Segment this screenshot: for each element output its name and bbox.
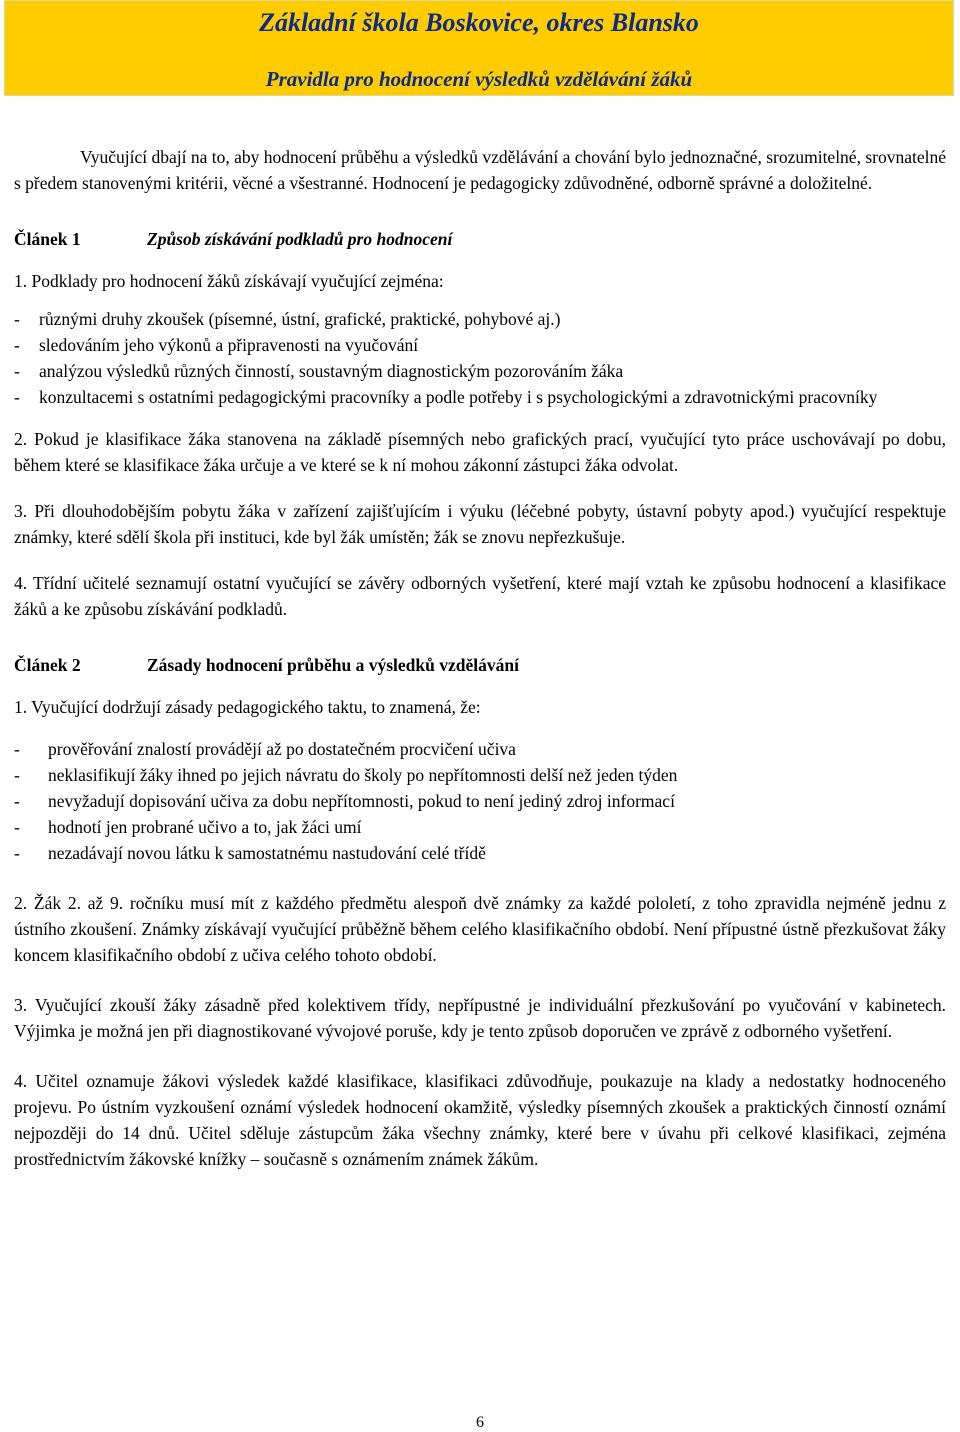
- article-2-bullet-list: [14, 736, 946, 866]
- article-1-heading: [14, 226, 946, 252]
- school-name: Základní škola Boskovice, okres Blansko: [259, 8, 699, 37]
- article-1-paragraph-4: 4. Třídní učitelé seznamují ostatní vyučující se závěry odborných vyšetření, které mají vztah ke způsobu hodnocení a klasifikace žáků a ke způsobu získávání podkladů.: [14, 573, 946, 619]
- document-body: [14, 144, 946, 1172]
- page-number: 6: [476, 1414, 484, 1431]
- list-item: - různými druhy zkoušek (písemné, ústní, grafické, praktické, pohybové aj.): [14, 309, 561, 329]
- article-2-paragraph-1: 1. Vyučující dodržují zásady pedagogického taktu, to znamená, že:: [14, 697, 481, 717]
- article-2-paragraph-4: 4. Učitel oznamuje žákovi výsledek každé klasifikace, klasifikaci zdůvodňuje, poukazuje na klady a nedostatky hodnoceného projevu. Po ústním vyzkoušení oznámí výsledek hodnocení okamžitě, výsledky písemných zkoušek a praktických činností oznámí nejpozději do 14 dnů. Učitel sděluje zástupcům žáka všechny známky, které bere v úvahu při celkové klasifikaci, zejména prostřednictvím žákovské knížky – současně s oznámením známek žákům.: [14, 1071, 946, 1169]
- article-1-paragraph-2: 2. Pokud je klasifikace žáka stanovena na základě písemných nebo grafických prací, vyučující tyto práce uschovávají po dobu, během které se klasifikace žáka určuje a ve které se k ní mohou zákonní zástupci žáka odvolat.: [14, 429, 946, 475]
- intro-paragraph: Vyučující dbají na to, aby hodnocení průběhu a výsledků vzdělávání a chování bylo jednoznačné, srozumitelné, srovnatelné s předem stanovenými kritérii, věcné a všestranné. Hodnocení je pedagogicky zdůvodněné, odborně správné a doložitelné.: [14, 147, 946, 193]
- article-2-heading: [14, 652, 946, 678]
- article-2-paragraph-3: 3. Vyučující zkouší žáky zásadně před kolektivem třídy, nepřípustné je individuální přezkušování po vyučování v kabinetech. Výjimka je možná jen při diagnostikované vývojové poruše, kdy je tento způsob doporučen ve zprávě z odborného vyšetření.: [14, 995, 946, 1041]
- document-subtitle: Pravidla pro hodnocení výsledků vzdělávání žáků: [265, 67, 693, 91]
- article-2-title: Zásady hodnocení průběhu a výsledků vzdělávání: [147, 655, 519, 675]
- list-item: - neklasifikují žáky ihned po jejich návratu do školy po nepřítomnosti delší než jeden týden: [14, 765, 678, 785]
- article-1-title: Způsob získávání podkladů pro hodnocení: [147, 229, 453, 249]
- list-item: - sledováním jeho výkonů a připravenosti na vyučování: [14, 335, 419, 355]
- article-2-paragraph-2: 2. Žák 2. až 9. ročníku musí mít z každého předmětu alespoň dvě známky za každé pololetí, z toho zpravidla nejméně jednu z ústního zkoušení. Známky získávají vyučující průběžně během celého klasifikačního období. Není přípustné ústně přezkušovat žáky koncem klasifikačního období z učiva celého tohoto období.: [14, 893, 946, 965]
- article-1-paragraph-3: 3. Při dlouhodobějším pobytu žáka v zařízení zajišťujícím i výuku (léčebné pobyty, ústavní pobyty apod.) vyučující respektuje známky, které sdělí škola při instituci, kde byl žák umístěn; žák se znovu nepřezkušuje.: [14, 501, 946, 547]
- article-1-bullet-list: [14, 306, 946, 410]
- article-1-paragraph-1: 1. Podklady pro hodnocení žáků získávají vyučující zejména:: [14, 271, 444, 291]
- list-item: - nezadávají novou látku k samostatnému nastudování celé třídě: [14, 843, 486, 863]
- article-1-number: Článek 1: [14, 229, 81, 249]
- list-item: - konzultacemi s ostatními pedagogickými pracovníky a podle potřeby i s psychologickými a zdravotnickými pracovníky: [14, 387, 878, 407]
- list-item: - nevyžadují dopisování učiva za dobu nepřítomnosti, pokud to není jediný zdroj informací: [14, 791, 675, 811]
- list-item: - hodnotí jen probrané učivo a to, jak žáci umí: [14, 817, 362, 837]
- article-2-number: Článek 2: [14, 655, 81, 675]
- list-item: - analýzou výsledků různých činností, soustavným diagnostickým pozorováním žáka: [14, 361, 624, 381]
- document-header: [4, 0, 954, 96]
- list-item: - prověřování znalostí provádějí až po dostatečném procvičení učiva: [14, 739, 516, 759]
